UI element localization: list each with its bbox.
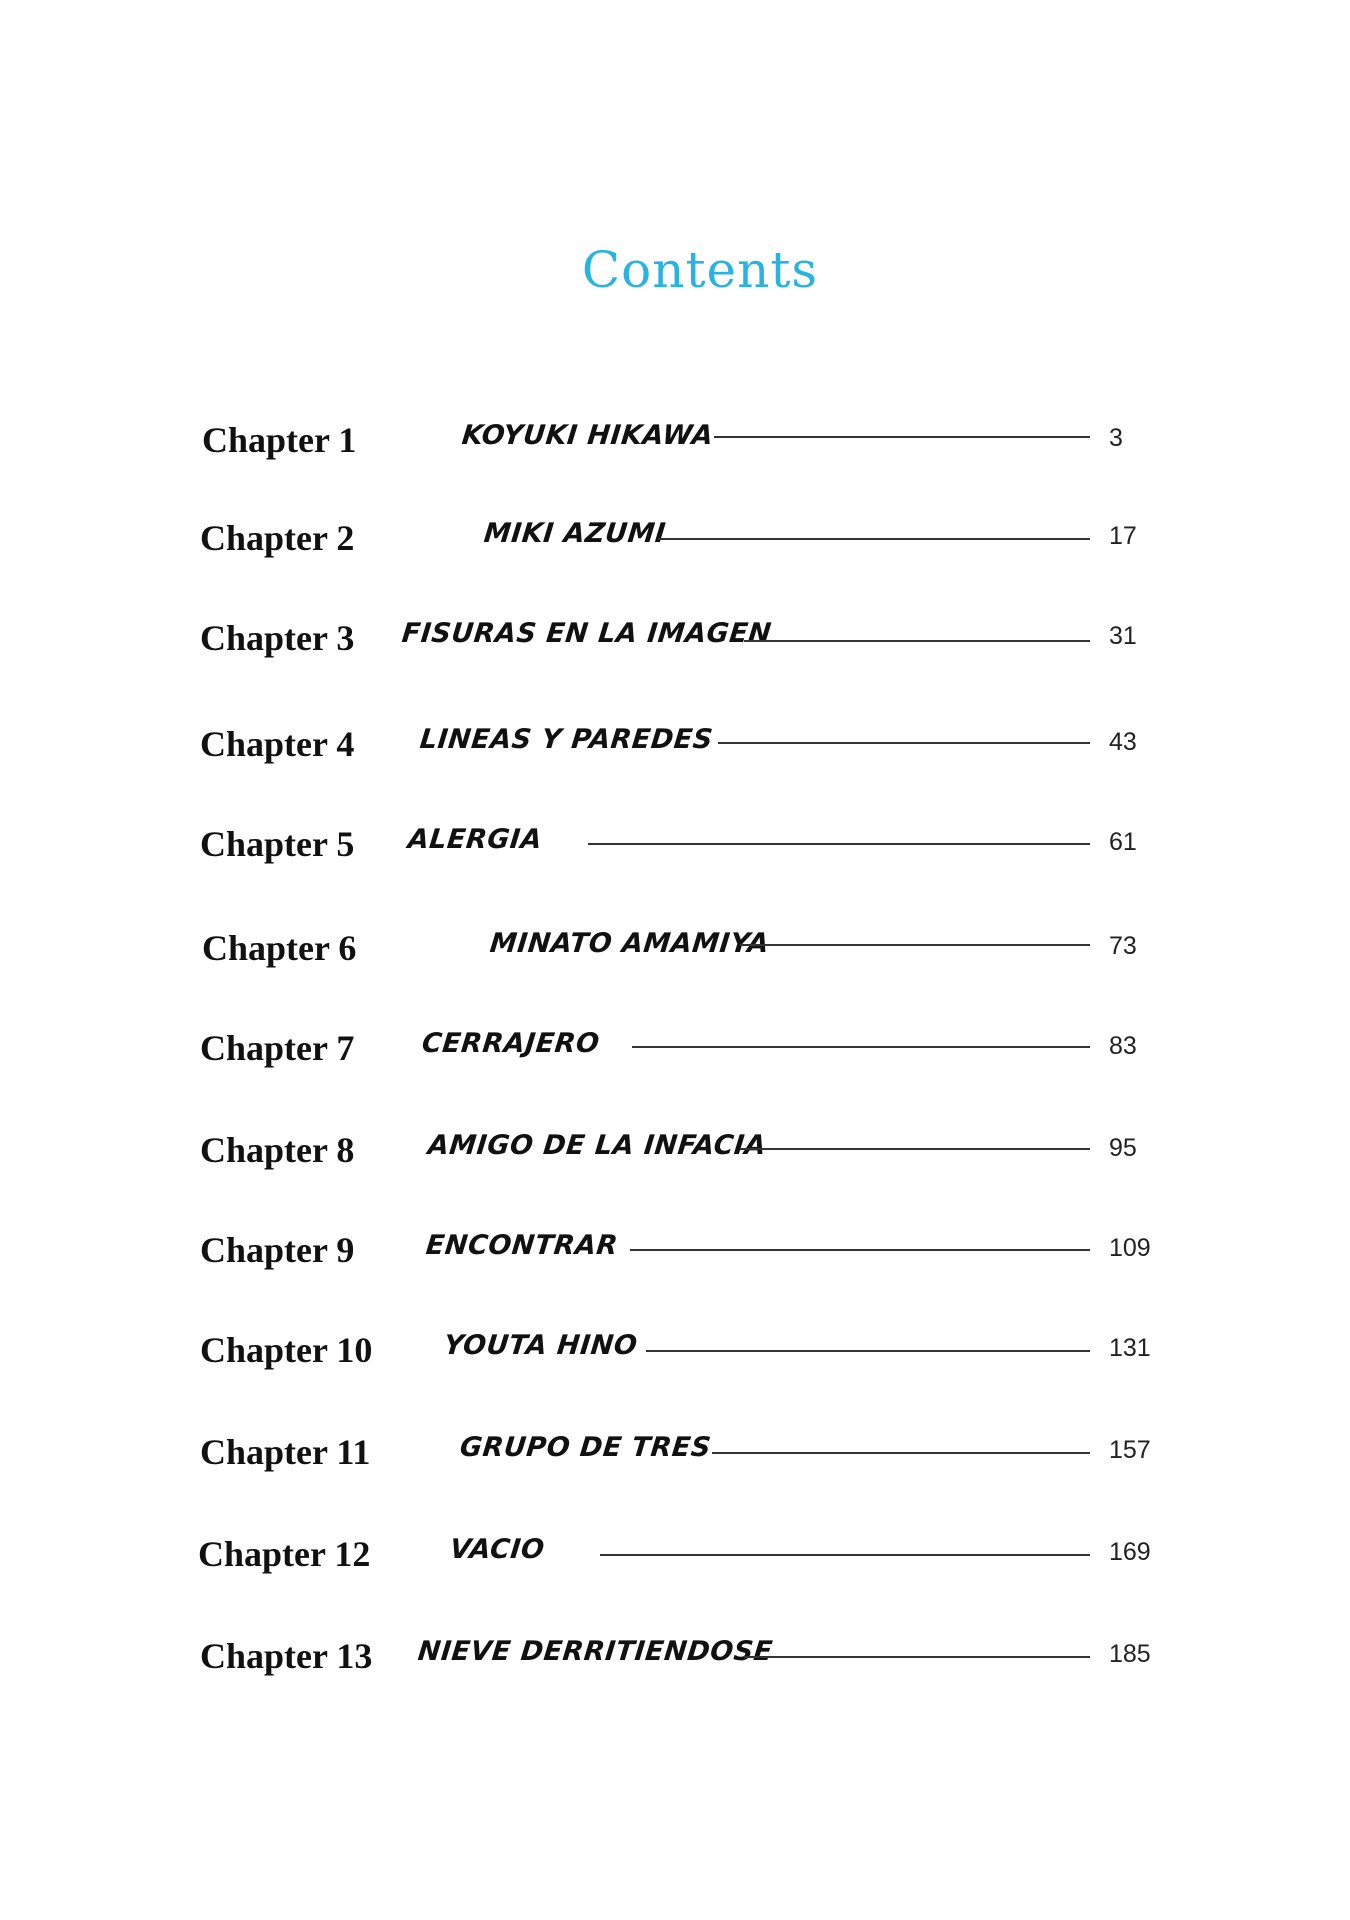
page-number: 185	[1109, 1640, 1151, 1668]
toc-entry-3[interactable]	[0, 616, 1350, 676]
toc-entry-6[interactable]	[0, 926, 1350, 986]
page-number: 157	[1109, 1436, 1151, 1464]
leader-line	[600, 1554, 1090, 1556]
leader-line	[658, 538, 1090, 540]
leader-line	[718, 742, 1090, 744]
leader-line	[712, 1452, 1090, 1454]
leader-line	[632, 1046, 1090, 1048]
chapter-label: Chapter 6	[202, 928, 357, 968]
leader-line	[740, 944, 1090, 946]
chapter-title: ALERGIA	[406, 824, 544, 855]
chapter-title: ENCONTRAR	[424, 1230, 620, 1261]
chapter-title: AMIGO DE LA INFACIA	[426, 1130, 768, 1161]
chapter-title: MINATO AMAMIYA	[488, 928, 771, 959]
leader-line	[740, 1148, 1090, 1150]
toc-entry-2[interactable]	[0, 516, 1350, 576]
page-number: 95	[1109, 1134, 1137, 1162]
toc-entry-13[interactable]	[0, 1634, 1350, 1694]
toc-entry-8[interactable]	[0, 1128, 1350, 1188]
toc-entry-5[interactable]	[0, 822, 1350, 882]
chapter-title: NIEVE DERRITIENDOSE	[416, 1636, 775, 1667]
page-number: 61	[1109, 828, 1137, 856]
toc-entry-9[interactable]	[0, 1228, 1350, 1288]
leader-line	[646, 1350, 1090, 1352]
chapter-label: Chapter 5	[200, 824, 355, 864]
chapter-label: Chapter 10	[200, 1330, 373, 1370]
leader-line	[744, 640, 1090, 642]
chapter-label: Chapter 1	[202, 420, 357, 460]
page-number: 169	[1109, 1538, 1151, 1566]
leader-line	[714, 436, 1090, 438]
page-number: 109	[1109, 1234, 1151, 1262]
chapter-label: Chapter 4	[200, 724, 355, 764]
chapter-title: YOUTA HINO	[442, 1330, 639, 1361]
chapter-title: MIKI AZUMI	[482, 518, 668, 549]
toc-entry-7[interactable]	[0, 1026, 1350, 1086]
chapter-label: Chapter 11	[200, 1432, 371, 1472]
chapter-label: Chapter 7	[200, 1028, 355, 1068]
page-number: 3	[1109, 424, 1123, 452]
chapter-title: LINEAS Y PAREDES	[418, 724, 715, 755]
toc-entry-4[interactable]	[0, 722, 1350, 782]
leader-line	[744, 1656, 1090, 1658]
toc-entry-11[interactable]	[0, 1430, 1350, 1490]
chapter-label: Chapter 8	[200, 1130, 355, 1170]
chapter-title: VACIO	[448, 1534, 547, 1565]
chapter-title: FISURAS EN LA IMAGEN	[400, 618, 774, 649]
chapter-label: Chapter 12	[198, 1534, 371, 1574]
page-title: Contents	[581, 241, 819, 299]
toc-entry-1[interactable]	[0, 418, 1350, 478]
toc-entry-10[interactable]	[0, 1328, 1350, 1388]
page-number: 131	[1109, 1334, 1151, 1362]
chapter-title: CERRAJERO	[420, 1028, 602, 1059]
chapter-label: Chapter 3	[200, 618, 355, 658]
page-number: 83	[1109, 1032, 1137, 1060]
chapter-label: Chapter 9	[200, 1230, 355, 1270]
chapter-title: KOYUKI HIKAWA	[460, 420, 715, 451]
chapter-label: Chapter 2	[200, 518, 355, 558]
leader-line	[630, 1249, 1090, 1251]
leader-line	[588, 843, 1090, 845]
page-number: 73	[1109, 932, 1137, 960]
toc-entry-12[interactable]	[0, 1532, 1350, 1592]
page-number: 31	[1109, 622, 1137, 650]
chapter-title: GRUPO DE TRES	[458, 1432, 713, 1463]
page-number: 17	[1109, 522, 1137, 550]
page-number: 43	[1109, 728, 1137, 756]
chapter-label: Chapter 13	[200, 1636, 373, 1676]
